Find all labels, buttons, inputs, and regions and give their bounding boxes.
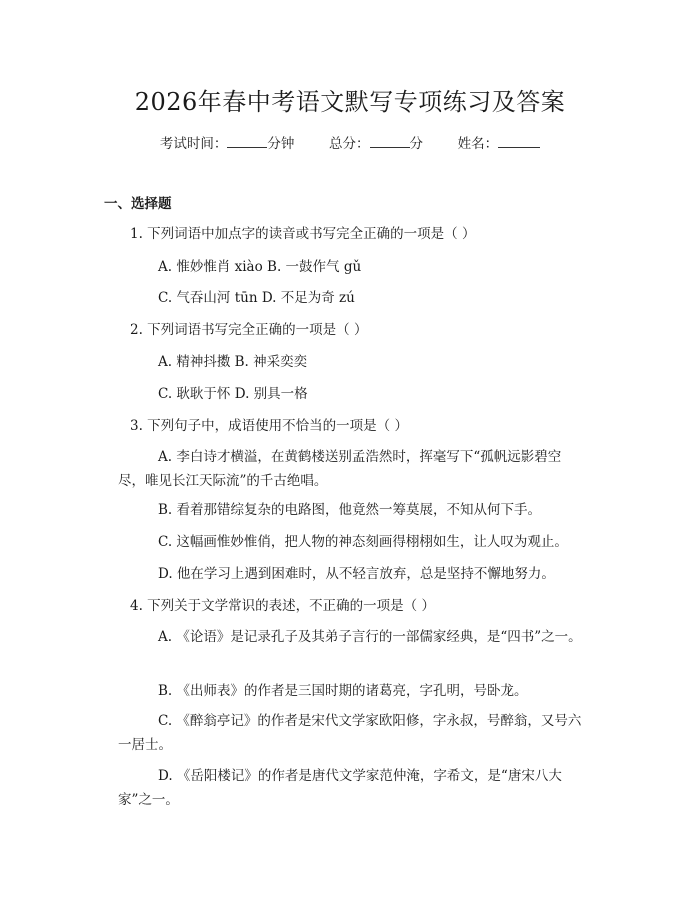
- name-blank: [498, 135, 540, 148]
- section-heading: 一、选择题: [104, 196, 172, 212]
- name-label: 姓名：: [457, 136, 499, 152]
- question-option: A. 《论语》是记录孔子及其弟子言行的一部儒家经典，是“四书”之一。: [158, 629, 582, 645]
- score-label: 总分：: [329, 136, 370, 152]
- question-option: A. 惟妙惟肖 xiào B. 一鼓作气 gǔ: [158, 259, 362, 275]
- time-blank: [227, 135, 267, 148]
- question-option: C. 《醉翁亭记》的作者是宋代文学家欧阳修，字永叔，号醉翁，又号六一居士。: [118, 713, 582, 753]
- question-option: D. 《岳阳楼记》的作者是唐代文学家范仲淹，字希文，是“唐宋八大家”之一。: [118, 768, 562, 808]
- question-option: A. 李白诗才横溢，在黄鹤楼送别孟浩然时，挥毫写下“孤帆远影碧空尽，唯见长江天际流”的千古绝唱。: [118, 449, 562, 489]
- question-stem: 2. 下列词语书写完全正确的一项是（ ）: [130, 322, 368, 338]
- question-option: B. 《出师表》的作者是三国时期的诸葛亮，字孔明，号卧龙。: [158, 683, 528, 699]
- question-option: A. 精神抖擞 B. 神采奕奕: [158, 354, 308, 370]
- time-label: 考试时间：: [159, 136, 228, 152]
- time-unit: 分钟: [267, 136, 295, 152]
- score-blank: [370, 135, 410, 148]
- question-stem: 4. 下列关于文学常识的表述，不正确的一项是（ ）: [130, 598, 435, 614]
- question-stem: 1. 下列词语中加点字的读音或书写完全正确的一项是（ ）: [130, 226, 476, 242]
- exam-info-line: [0, 132, 700, 152]
- score-unit: 分: [409, 136, 423, 152]
- question-option: C. 气吞山河 tūn D. 不足为奇 zú: [158, 290, 355, 306]
- question-option: C. 耿耿于怀 D. 别具一格: [158, 386, 308, 402]
- question-option: D. 他在学习上遇到困难时，从不轻言放弃，总是坚持不懈地努力。: [158, 566, 555, 582]
- question-stem: 3. 下列句子中，成语使用不恰当的一项是（ ）: [130, 418, 408, 434]
- question-option: C. 这幅画惟妙惟俏，把人物的神态刻画得栩栩如生，让人叹为观止。: [158, 534, 568, 550]
- page-title: 2026年春中考语文默写专项练习及答案: [134, 88, 566, 116]
- question-option: B. 看着那错综复杂的电路图，他竟然一筹莫展，不知从何下手。: [158, 502, 542, 518]
